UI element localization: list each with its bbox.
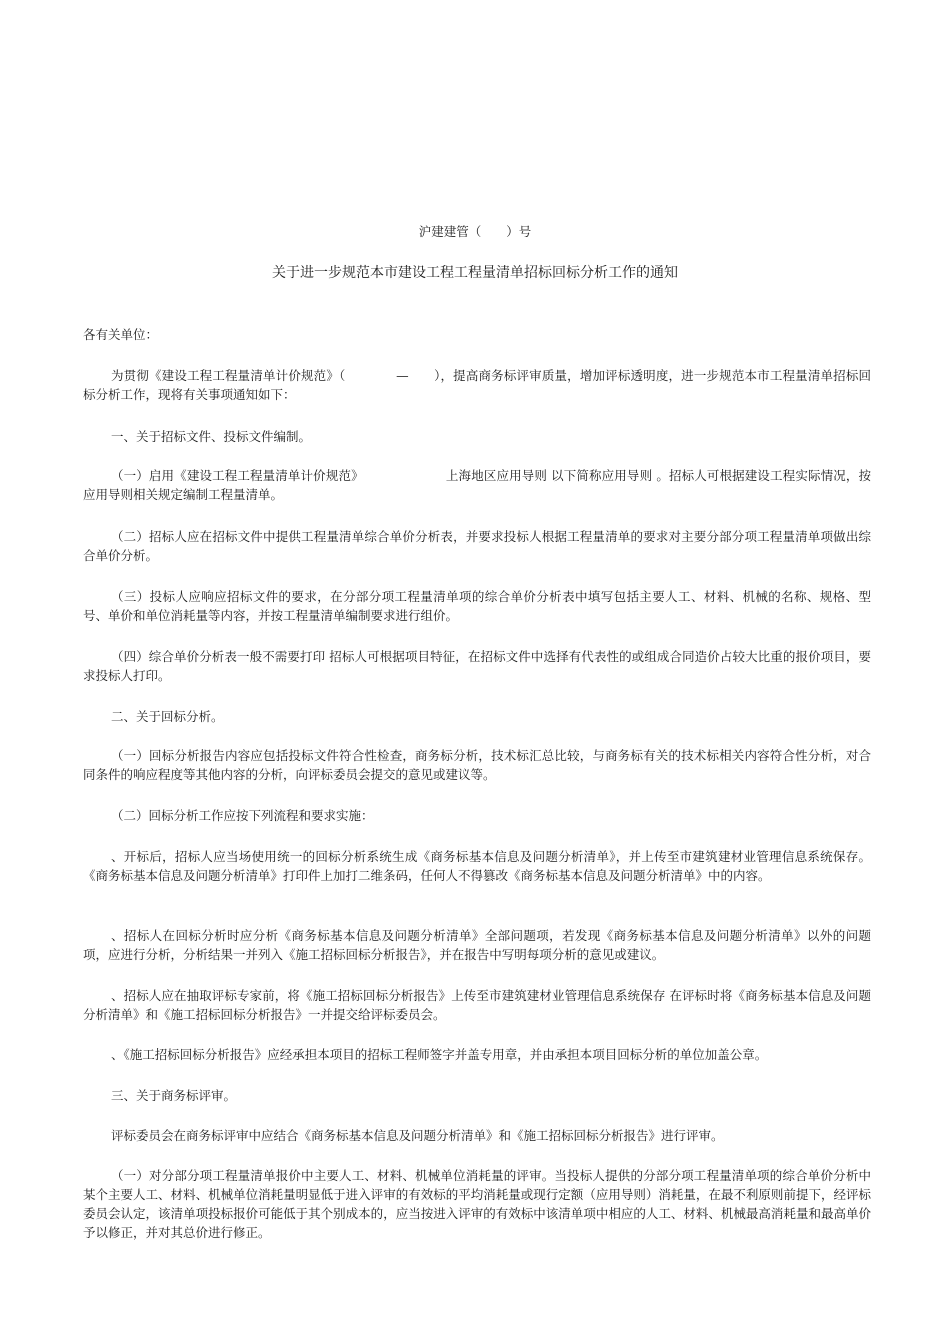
document-title: 关于进一步规范本市建设工程工程量清单招标回标分析工作的通知 bbox=[272, 265, 678, 281]
intro-paragraph: 为贯彻《建设工程工程量清单计价规范》（ — ），提高商务标评审质量，增加评标透明度，进一步规范本市工程量清单招标回标分析工作，现将有关事项通知如下： bbox=[83, 368, 871, 402]
paragraph-1-3: （三）投标人应响应招标文件的要求，在分部分项工程量清单项的综合单价分析表中填写包括主要人工、材料、机械的名称、规格、型号、单价和单位消耗量等内容，并按工程量清单编制要求进行组价。 bbox=[83, 589, 871, 623]
section-heading-3: 三、关于商务标评审。 bbox=[111, 1088, 237, 1103]
document-number: 沪建建管（ ）号 bbox=[418, 224, 532, 239]
paragraph-3-1: （一）对分部分项工程量清单报价中主要人工、材料、机械单位消耗量的评审。当投标人提供的分部分项工程量清单项的综合单价分析中某个主要人工、材料、机械单位消耗量明显低于进入评审的有效标的平均消耗量或现行定额（应用导则）消耗量，在最不利原则前提下，经评标委员会认定，该清单项投标报价可能低于其个别成本的，应当按进入评审的有效标中该清单项中相应的人工、材料、机械最高消耗量和最高单价予以修正，并对其总价进行修正。 bbox=[83, 1168, 871, 1240]
paragraph-1-1: （一）启用《建设工程工程量清单计价规范》 上海地区应用导则 以下简称应用导则 。招标人可根据建设工程实际情况，按应用导则相关规定编制工程量清单。 bbox=[83, 468, 871, 502]
paragraph-3-intro: 评标委员会在商务标评审中应结合《商务标基本信息及问题分析清单》和《施工招标回标分析报告》进行评审。 bbox=[111, 1128, 724, 1143]
paragraph-1-4: （四）综合单价分析表一般不需要打印 招标人可根据项目特征，在招标文件中选择有代表性的或组成合同造价占较大比重的报价项目，要求投标人打印。 bbox=[83, 649, 871, 683]
paragraph-2-2-1: 、开标后，招标人应当场使用统一的回标分析系统生成《商务标基本信息及问题分析清单》，并上传至市建筑建材业管理信息系统保存。《商务标基本信息及问题分析清单》打印件上加打二维条码，任何人不得篡改《商务标基本信息及问题分析清单》中的内容。 bbox=[83, 849, 871, 883]
paragraph-1-2: （二）招标人应在招标文件中提供工程量清单综合单价分析表，并要求投标人根据工程量清单的要求对主要分部分项工程量清单项做出综合单价分析。 bbox=[83, 529, 871, 563]
paragraph-2-1: （一）回标分析报告内容应包括投标文件符合性检查，商务标分析，技术标汇总比较，与商务标有关的技术标相关内容符合性分析，对合同条件的响应程度等其他内容的分析，向评标委员会提交的意见或建议等。 bbox=[83, 748, 871, 782]
paragraph-2-2: （二）回标分析工作应按下列流程和要求实施： bbox=[111, 808, 374, 823]
section-heading-2: 二、关于回标分析。 bbox=[111, 709, 224, 724]
paragraph-2-2-3: 、招标人应在抽取评标专家前，将《施工招标回标分析报告》上传至市建筑建材业管理信息系统保存 在评标时将《商务标基本信息及问题分析清单》和《施工招标回标分析报告》一并提交给评标委员会。 bbox=[83, 988, 871, 1022]
section-heading-1: 一、关于招标文件、投标文件编制。 bbox=[111, 429, 312, 444]
paragraph-2-2-2: 、招标人在回标分析时应分析《商务标基本信息及问题分析清单》全部问题项，若发现《商务标基本信息及问题分析清单》以外的问题项，应进行分析，分析结果一并列入《施工招标回标分析报告》，并在报告中写明每项分析的意见或建议。 bbox=[83, 928, 871, 962]
paragraph-2-2-4: 、《施工招标回标分析报告》应经承担本项目的招标工程师签字并盖专用章，并由承担本项目回标分析的单位加盖公章。 bbox=[111, 1047, 768, 1062]
salutation: 各有关单位： bbox=[83, 327, 159, 342]
